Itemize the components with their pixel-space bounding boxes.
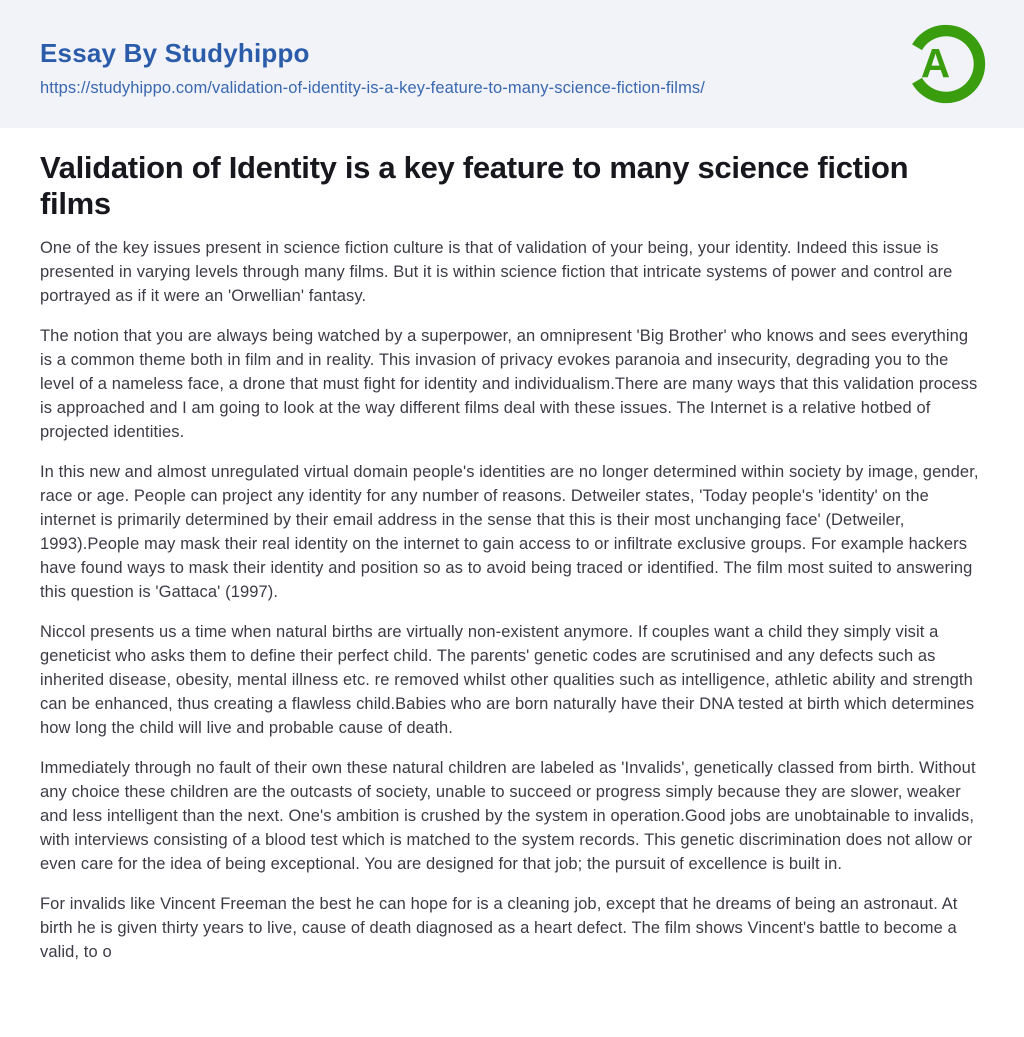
- studyhippo-logo-icon: [902, 20, 990, 108]
- header-text-block: [40, 30, 705, 99]
- site-title: Essay By Studyhippo: [40, 37, 310, 68]
- paragraph-3: In this new and almost unregulated virtual domain people's identities are no longer determined within society by image, gender, race or age. People can project any identity for any number of reasons. Detweiler states, 'Today people's 'identity' on the internet is primarily determined by their email address in the sense that this is their most unchanging face' (Detweiler, 1993).People may mask their real identity on the internet to gain access to or infiltrate exclusive groups. For example hackers have found ways to mask their identity and position so as to avoid being traced or identified. The film most suited to answering this question is 'Gattaca' (1997).: [40, 463, 979, 601]
- paragraph-6: For invalids like Vincent Freeman the best he can hope for is a cleaning job, except that he dreams of being an astronaut. At birth he is given thirty years to live, cause of death diagnosed as a heart defect. The film shows Vincent's battle to become a valid, to o: [40, 895, 958, 961]
- logo-letter: A: [920, 40, 951, 87]
- page-header: [0, 0, 1024, 128]
- article-title: Validation of Identity is a key feature to many science fiction films: [40, 150, 909, 221]
- paragraph-1: One of the key issues present in science fiction culture is that of validation of your being, your identity. Indeed this issue is presented in varying levels through many films. But it is within science fiction that intricate systems of power and control are portrayed as if it were an 'Orwellian' fantasy.: [40, 239, 953, 305]
- paragraph-2: The notion that you are always being watched by a superpower, an omnipresent 'Big Brother' who knows and sees everything is a common theme both in film and in reality. This invasion of privacy evokes paranoia and insecurity, degrading you to the level of a nameless face, a drone that must fight for identity and individualism.There are many ways that this validation process is approached and I am going to look at the way different films deal with these issues. The Internet is a relative hotbed of projected identities.: [40, 327, 978, 441]
- paragraph-5: Immediately through no fault of their own these natural children are labeled as 'Invalids', genetically classed from birth. Without any choice these children are the outcasts of society, unable to succeed or progress simply because they are slower, weaker and less intelligent than the next. One's ambition is crushed by the system in operation.Good jobs are unobtainable to invalids, with interviews consisting of a blood test which is matched to the system records. This genetic discrimination does not allow or even care for the idea of being exceptional. You are designed for that job; the pursuit of excellence is built in.: [40, 759, 976, 873]
- article-body: [40, 236, 984, 964]
- article-content: [0, 128, 1024, 964]
- paragraph-4: Niccol presents us a time when natural births are virtually non-existent anymore. If couples want a child they simply visit a geneticist who asks them to define their perfect child. The parents' genetic codes are scrutinised and any defects such as inherited disease, obesity, mental illness etc. re removed whilst other qualities such as intelligence, athletic ability and strength can be enhanced, thus creating a flawless child.Babies who are born naturally have their DNA tested at birth which determines how long the child will live and probable cause of death.: [40, 623, 975, 737]
- source-url-link[interactable]: https://studyhippo.com/validation-of-identity-is-a-key-feature-to-many-science-fiction-films/: [40, 78, 705, 97]
